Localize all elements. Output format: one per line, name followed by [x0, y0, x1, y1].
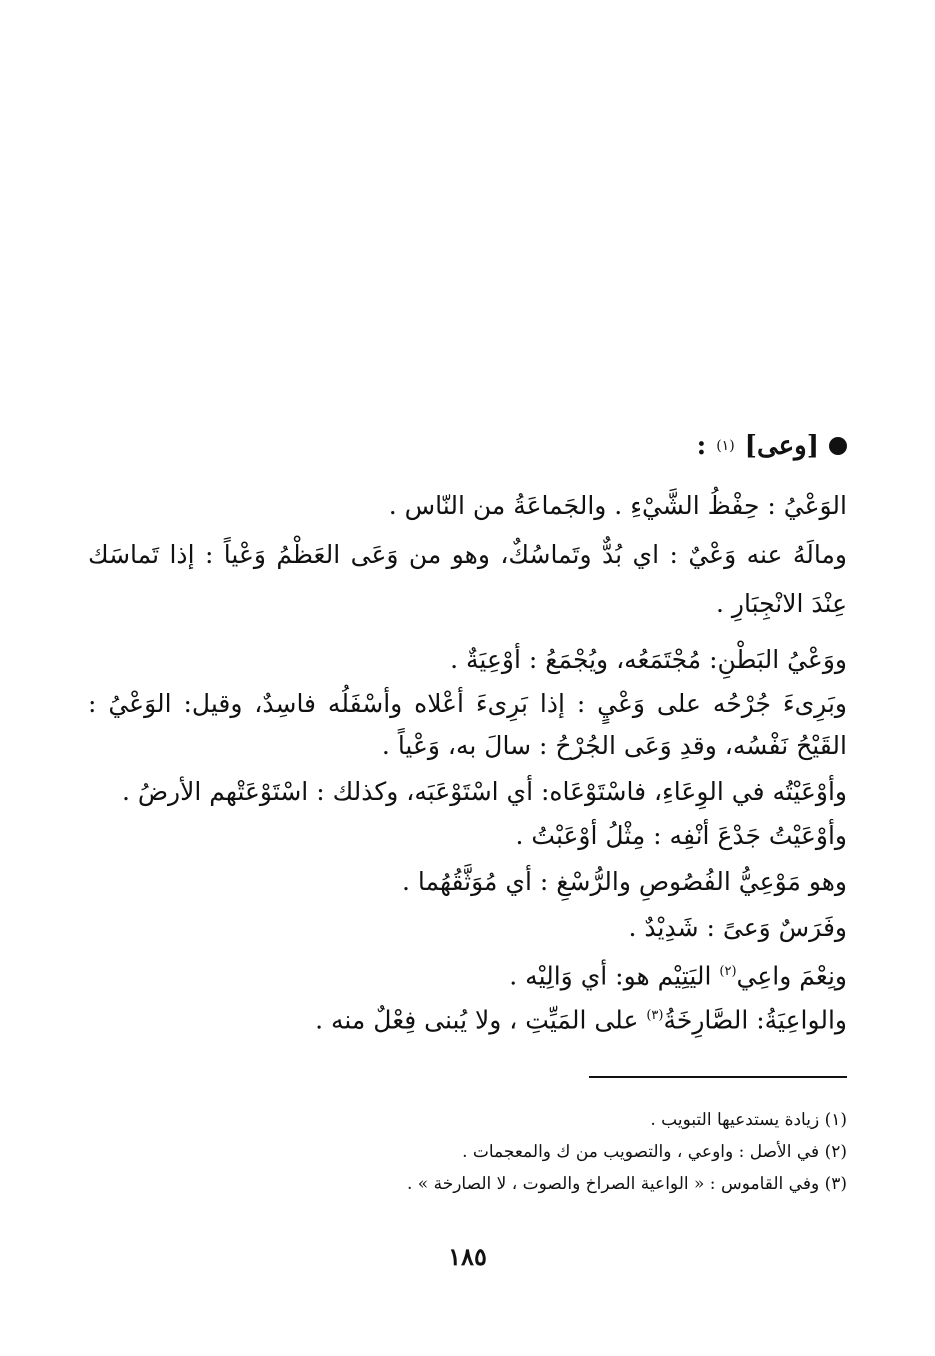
text-line-5: وبَرِىءَ جُرْحُه على وَعْيٍ : إذا بَرِىءَ أعْلاه وأسْفَلُه فاسِدٌ، وقيل: الوَعْيُ :	[88, 689, 847, 718]
footnote-ref-2: (٢)	[719, 964, 737, 979]
text-line-9: وهو مَوْعِيُّ الفُصُوصِ والرُّسْغِ : أي مُوَثَّقُهُما .	[402, 867, 847, 896]
entry-heading	[697, 428, 847, 464]
text-line-11-end: اليَتِيْم هو: أي وَالِيْه .	[509, 961, 720, 991]
footnote-divider	[589, 1076, 847, 1078]
footnote-2: (٢) في الأصل : واوعي ، والتصويب من ك والمعجمات .	[462, 1142, 847, 1162]
text-line-8: وأوْعَيْتُ جَدْعَ أنْفِه : مِثْلُ أوْعَبْتُ .	[515, 821, 847, 850]
text-line-7: وأوْعَيْتُه في الوِعَاءِ، فاسْتَوْعَاه: أي اسْتَوْعَبَه، وكذلك : اسْتَوْعَتْهم الأرضُ .	[121, 777, 847, 806]
entry-heading-word: [وعى]	[744, 431, 819, 461]
text-line-10: وفَرَسٌ وَعىً : شَدِيْدٌ .	[628, 913, 847, 942]
entry-heading-colon: :	[696, 431, 707, 461]
text-line-11-start: ونِعْمَ واعِي	[736, 961, 847, 991]
text-line-2: ومالَهُ عنه وَعْيٌ : اي بُدٌّ وتَماسُكٌ، وهو من وَعَى العَظْمُ وَعْياً : إذا تَماسَك	[88, 540, 847, 569]
page-number: ١٨٥	[448, 1242, 487, 1271]
text-line-12-start: والواعِيَةُ: الصَّارِخَةُ	[663, 1005, 847, 1035]
text-line-4: ووَعْيُ البَطْنِ: مُجْتَمَعُه، ويُجْمَعُ : أوْعِيَةٌ .	[450, 645, 847, 674]
footnote-3: (٣) وفي القاموس : « الواعية الصراخ والصوت ، لا الصارخة » .	[406, 1174, 847, 1194]
text-line-11	[88, 952, 847, 996]
text-line-3: عِنْدَ الانْجِبَارِ .	[716, 589, 847, 618]
text-line-12	[88, 996, 847, 1040]
text-line-6: القَيْحُ نَفْسُه، وقدِ وَعَى الجُرْحُ : سالَ به، وَعْياً .	[381, 731, 847, 760]
footnote-ref-1: (١)	[716, 438, 735, 454]
footnote-ref-3: (٣)	[646, 1008, 664, 1023]
text-line-12-end: على المَيِّتِ ، ولا يُبنى فِعْلٌ منه .	[315, 1005, 647, 1035]
bullet-icon	[829, 437, 847, 455]
text-line-1: الوَعْيُ : حِفْظُ الشَّيْءِ . والجَماعَةُ من النّاس .	[388, 491, 847, 520]
footnote-1: (١) زيادة يستدعيها التبويب .	[650, 1110, 847, 1130]
